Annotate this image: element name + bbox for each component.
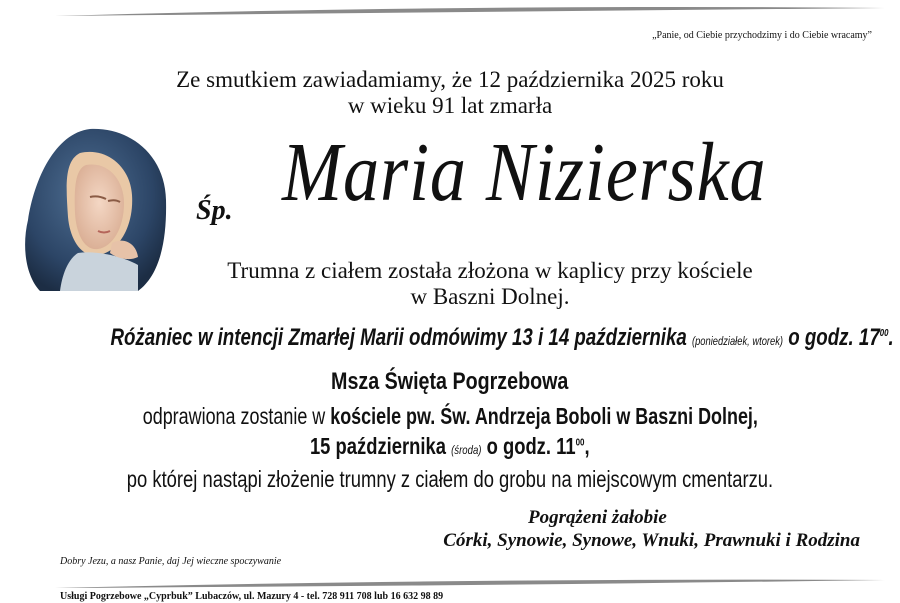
rosary-time-minutes: 00: [879, 328, 889, 339]
mass-time-minutes: 00: [575, 437, 585, 449]
deceased-name: Maria Nizierska: [282, 126, 767, 219]
mass-burial-text: po której nastąpi złożenie trumny z ciałem do grobu na miejscowym cmentarzu.: [126, 466, 774, 492]
announcement-line-2: w wieku 91 lat zmarła: [347, 93, 553, 118]
mass-title-row: [0, 368, 900, 396]
mass-time: o godz. 11: [486, 433, 576, 459]
announcement-line-1: Ze smutkiem zawiadamiamy, że 12 października 2025 roku: [176, 67, 724, 92]
mass-date: 15 października: [310, 433, 447, 459]
mourners-list: Córki, Synowie, Synowe, Wnuki, Prawnuki i Rodzina: [443, 530, 860, 551]
mass-day: (środa): [451, 443, 482, 457]
rosary-time: o godz. 17: [788, 324, 880, 351]
top-divider: [0, 2, 900, 22]
mass-time-end: ,: [584, 433, 590, 459]
rosary-main: Różaniec w intencji Zmarłej Marii odmówimy 13 i 14 października: [110, 324, 687, 351]
mass-church: kościele pw. Św. Andrzeja Boboli w Baszni Dolnej,: [329, 403, 758, 429]
mourners-heading: Pogrążeni żałobie: [528, 507, 667, 528]
prayer-text: Dobry Jezu, a nasz Panie, daj Jej wieczne spoczywanie: [60, 556, 282, 567]
mass-location-text: odprawiona zostanie w: [142, 403, 330, 429]
mass-burial-row: [0, 466, 900, 493]
motto-quote: „Panie, od Ciebie przychodzimy i do Ciebie wracamy”: [652, 30, 872, 41]
rosary-days: (poniedziałek, wtorek): [691, 334, 784, 348]
rosary-end: .: [888, 324, 894, 351]
mass-date-row: [0, 433, 900, 460]
name-prefix: Śp.: [196, 195, 233, 226]
coffin-line-1: Trumna z ciałem została złożona w kaplicy przy kościele: [227, 258, 753, 283]
rosary-line: [0, 324, 900, 352]
mass-location-row: [0, 403, 900, 430]
coffin-line-2: w Baszni Dolnej.: [410, 284, 570, 309]
mass-title: Msza Święta Pogrzebowa: [331, 368, 569, 395]
footer-contact: Usługi Pogrzebowe „Cyprbuk” Lubaczów, ul. Mazury 4 - tel. 728 911 708 lub 16 632 98 89: [60, 591, 444, 602]
